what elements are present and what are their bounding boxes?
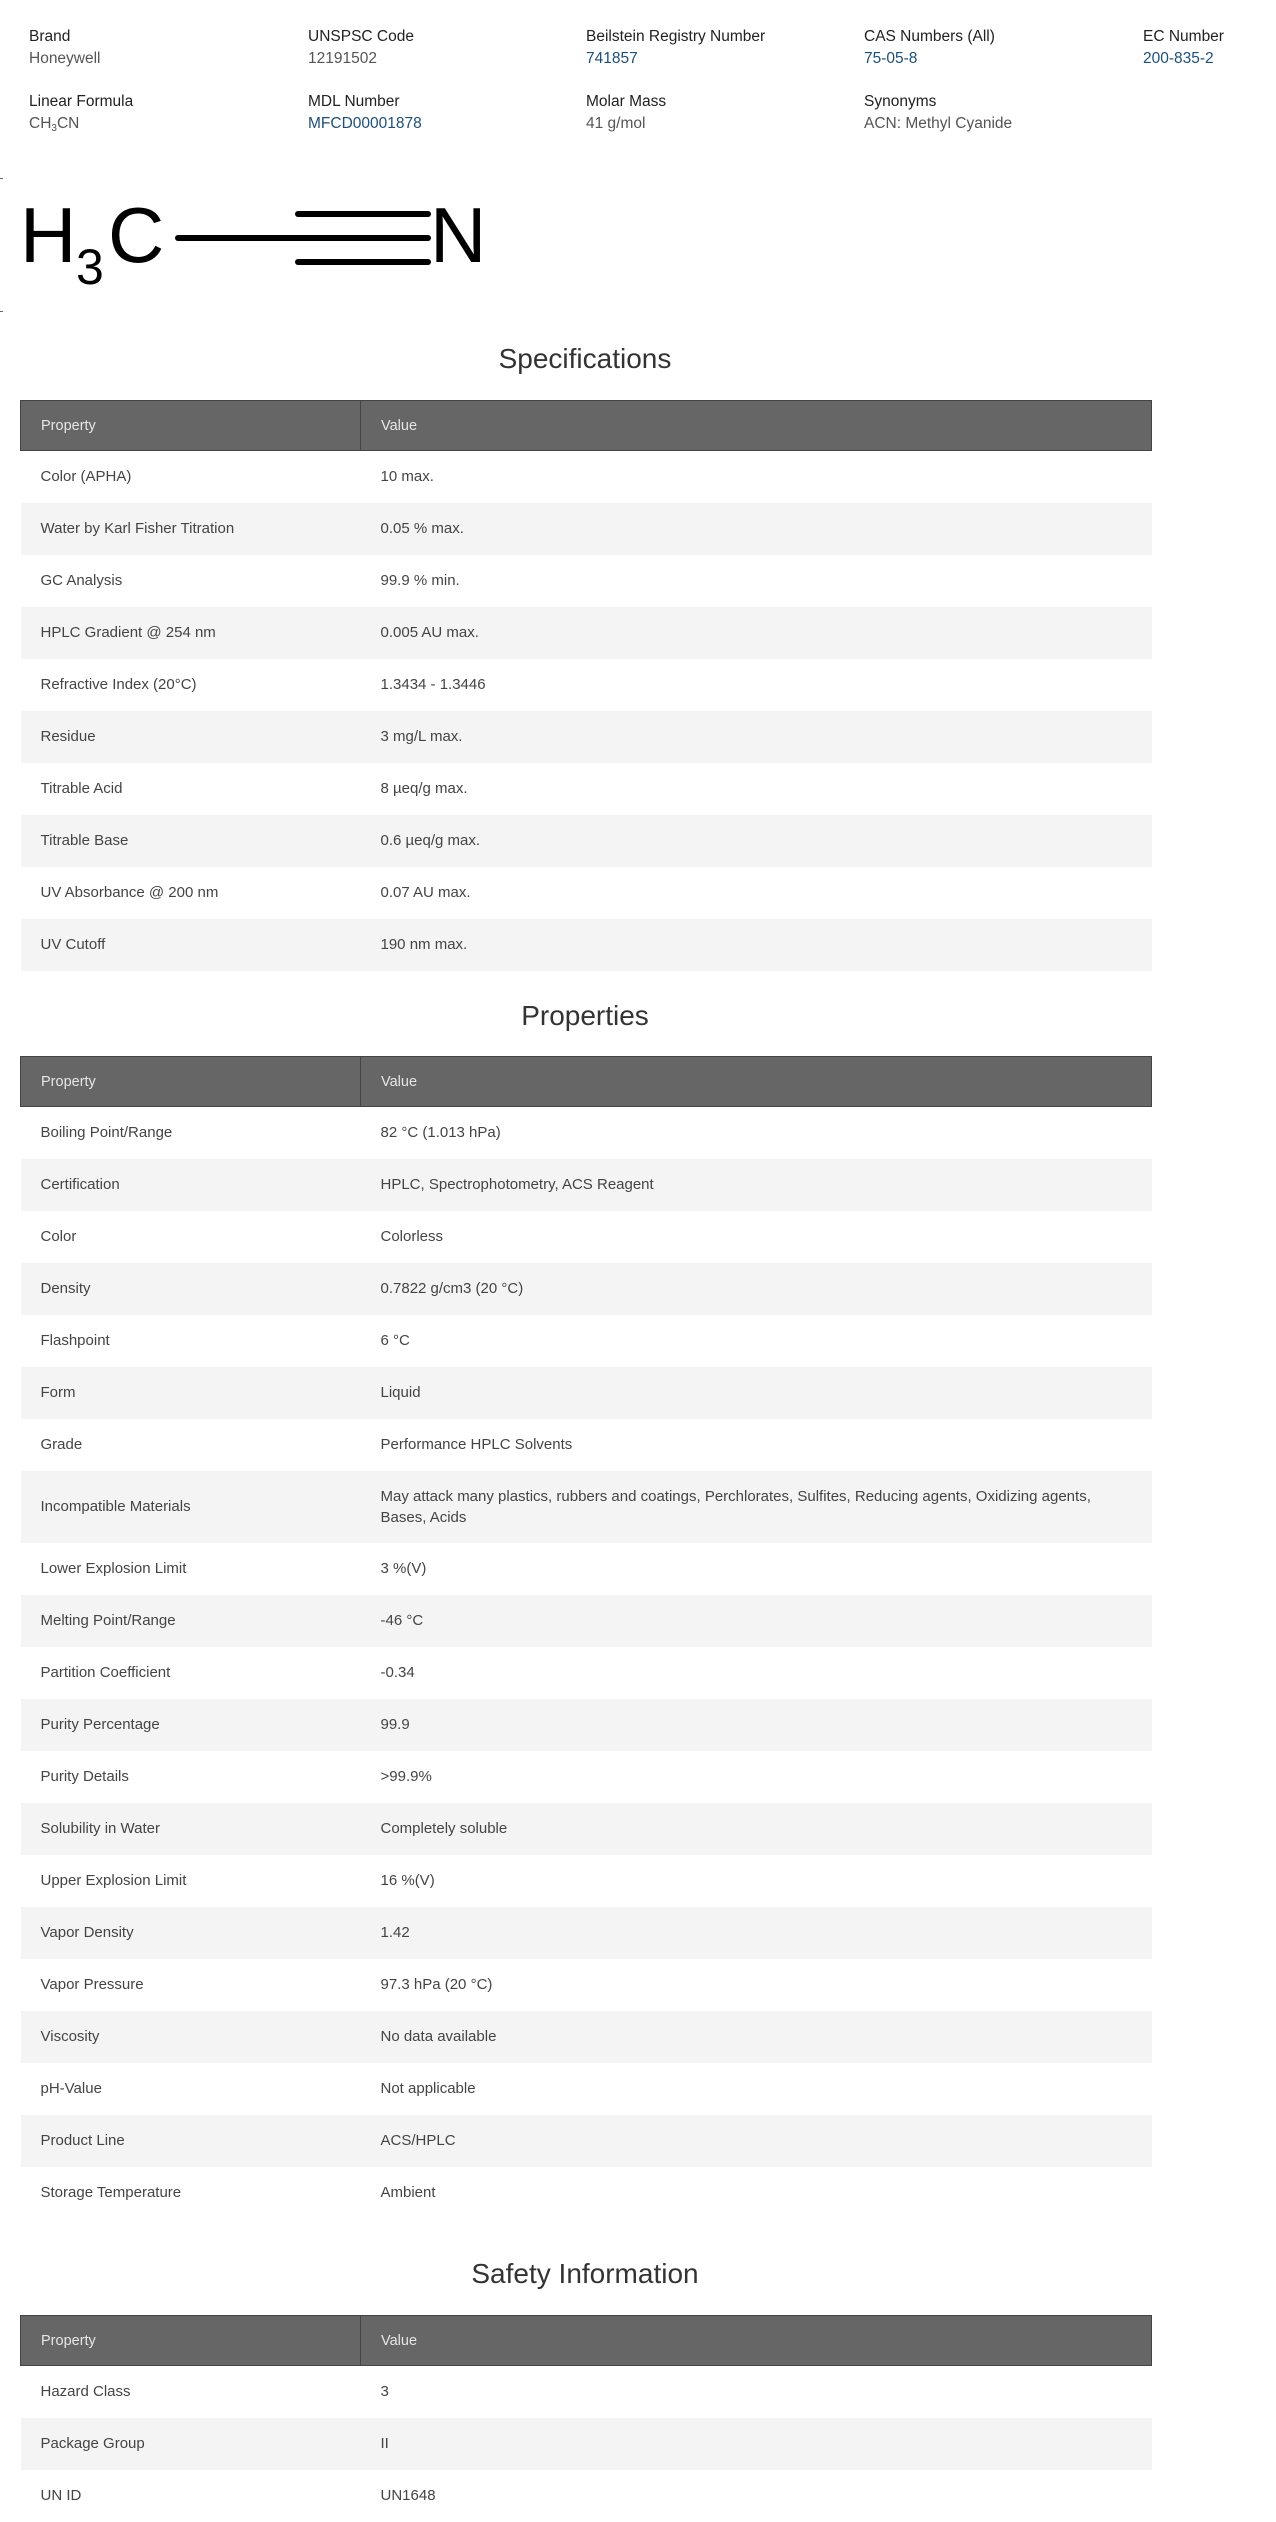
table-row (21, 2418, 1152, 2470)
row-value: 0.05 % max. (361, 503, 1152, 555)
meta-beilstein (586, 27, 826, 69)
table-row (21, 1367, 1152, 1419)
row-property: Form (21, 1367, 361, 1419)
row-value: 190 nm max. (361, 919, 1152, 971)
row-property: UV Absorbance @ 200 nm (40, 884, 219, 901)
table-row (21, 1419, 1152, 1471)
properties-title: Properties (521, 1000, 649, 1031)
row-value: No data available (361, 2011, 1152, 2063)
header-value: Value (361, 401, 1152, 451)
table-row (21, 763, 1152, 815)
meta-brand (29, 27, 269, 69)
table-row (21, 1315, 1152, 1367)
mdl-link[interactable]: MFCD00001878 (308, 115, 422, 132)
row-value: Ambient (380, 2184, 436, 2201)
table-row (21, 815, 1152, 867)
properties-table (20, 1056, 1152, 2219)
table-row (21, 659, 1152, 711)
table-row (21, 867, 1152, 919)
row-property: Flashpoint (40, 1332, 110, 1349)
meta-label: Molar Mass (586, 93, 667, 110)
row-value: -0.34 (380, 1664, 415, 1681)
meta-label: UNSPSC Code (308, 28, 414, 45)
row-property: Water by Karl Fisher Titration (21, 503, 361, 555)
row-property: UV Cutoff (21, 919, 361, 971)
row-value: Not applicable (380, 2080, 476, 2097)
meta-mass (586, 92, 826, 134)
header-property: Property (21, 1057, 361, 1107)
row-property: Purity Percentage (21, 1699, 361, 1751)
formula-tail: CN (56, 115, 80, 132)
row-value: 1.3434 - 1.3446 (380, 676, 486, 693)
table-row (21, 1159, 1152, 1211)
row-value: ACS/HPLC (361, 2115, 1152, 2167)
structure-atom-h: H (20, 192, 77, 279)
row-value: II (361, 2418, 1152, 2470)
row-property: Density (21, 1263, 361, 1315)
header-value: Value (361, 2316, 1152, 2366)
table-row (21, 2011, 1152, 2063)
row-value: 16 %(V) (380, 1872, 435, 1889)
row-property: Grade (40, 1436, 83, 1453)
row-value: Liquid (361, 1367, 1152, 1419)
row-property: Hazard Class (40, 2383, 131, 2401)
table-row (21, 1803, 1152, 1855)
table-header-row (21, 1057, 1152, 1107)
meta-label: CAS Numbers (All) (864, 28, 995, 45)
cas-link[interactable]: 75-05-8 (864, 50, 918, 67)
table-row (21, 1543, 1152, 1595)
table-row (21, 1263, 1152, 1315)
structure-atom-c: C (108, 192, 165, 279)
meta-formula (29, 92, 269, 139)
table-row (21, 555, 1152, 607)
table-row (21, 2470, 1152, 2522)
row-property: Melting Point/Range (21, 1595, 361, 1647)
row-value: 8 µeq/g max. (380, 780, 468, 797)
table-row (21, 1907, 1152, 1959)
row-value: 6 °C (380, 1332, 410, 1349)
row-value: 3 (380, 2383, 389, 2401)
table-row (21, 2366, 1152, 2418)
row-property: Partition Coefficient (40, 1664, 171, 1681)
meta-ec (1143, 27, 1276, 69)
table-row (21, 1595, 1152, 1647)
row-value: 97.3 hPa (20 °C) (380, 1976, 493, 1993)
specifications-title: Specifications (498, 343, 672, 374)
structure-subscript: 3 (76, 239, 104, 292)
header-property: Property (21, 2316, 361, 2366)
safety-table (20, 2315, 1152, 2522)
safety-title: Safety Information (471, 2258, 699, 2289)
row-property: Purity Details (40, 1768, 129, 1785)
row-value: 0.7822 g/cm3 (20 °C) (361, 1263, 1152, 1315)
row-value: 99.9 % min. (380, 572, 460, 589)
row-property: Titrable Acid (40, 780, 123, 797)
beilstein-link[interactable]: 741857 (586, 50, 638, 67)
row-value: Colorless (380, 1228, 444, 1245)
row-property: Storage Temperature (40, 2184, 182, 2201)
table-row (21, 1699, 1152, 1751)
meta-synonyms (864, 92, 1104, 134)
meta-label: MDL Number (308, 93, 400, 110)
row-property: Color (APHA) (40, 468, 132, 486)
row-value: HPLC, Spectrophotometry, ACS Reagent (361, 1159, 1152, 1211)
divider-tick (0, 311, 3, 312)
row-property: Incompatible Materials (21, 1471, 361, 1543)
meta-label: Beilstein Registry Number (586, 28, 766, 45)
row-value: -46 °C (361, 1595, 1152, 1647)
table-row (21, 711, 1152, 763)
row-property: Residue (21, 711, 361, 763)
row-property: GC Analysis (40, 572, 123, 589)
ec-link[interactable]: 200-835-2 (1143, 50, 1214, 67)
table-row (21, 1107, 1152, 1159)
row-property: Package Group (21, 2418, 361, 2470)
table-row (21, 2115, 1152, 2167)
row-property: Upper Explosion Limit (40, 1872, 187, 1889)
row-property: pH-Value (40, 2080, 102, 2097)
row-property: Product Line (21, 2115, 361, 2167)
meta-value: 12191502 (308, 50, 377, 67)
row-value: 0.07 AU max. (380, 884, 471, 901)
row-value: >99.9% (380, 1768, 432, 1785)
molecule-structure-image (18, 192, 488, 292)
row-value: 1.42 (361, 1907, 1152, 1959)
row-value: Performance HPLC Solvents (380, 1436, 573, 1453)
table-row (21, 503, 1152, 555)
meta-value: Honeywell (29, 50, 101, 67)
table-row (21, 607, 1152, 659)
table-row (21, 2063, 1152, 2115)
meta-value: ACN: Methyl Cyanide (864, 115, 1013, 132)
table-row (21, 1211, 1152, 1263)
row-property: Color (40, 1228, 77, 1245)
meta-mdl (308, 92, 548, 134)
row-property: Titrable Base (21, 815, 361, 867)
row-value: 99.9 (361, 1699, 1152, 1751)
row-value: 82 °C (1.013 hPa) (380, 1124, 501, 1142)
row-property: UN ID (40, 2487, 82, 2504)
table-row (21, 1471, 1152, 1543)
meta-label: EC Number (1143, 28, 1224, 45)
meta-label: Synonyms (864, 93, 937, 110)
row-property: Viscosity (21, 2011, 361, 2063)
row-property: Certification (21, 1159, 361, 1211)
divider-tick (0, 178, 3, 179)
row-value: 0.6 µeq/g max. (361, 815, 1152, 867)
row-value: 10 max. (380, 468, 434, 486)
row-property: Refractive Index (20°C) (40, 676, 197, 693)
row-property: HPLC Gradient @ 254 nm (21, 607, 361, 659)
structure-atom-n: N (430, 192, 487, 279)
formula-main: CH (29, 115, 52, 132)
row-property: Lower Explosion Limit (40, 1560, 187, 1577)
formula-sub: 3 (51, 123, 57, 134)
table-row (21, 1751, 1152, 1803)
header-property: Property (21, 401, 361, 451)
table-row (21, 451, 1152, 503)
table-row (21, 1647, 1152, 1699)
table-row (21, 1855, 1152, 1907)
row-property: Vapor Pressure (40, 1976, 144, 1993)
row-property: Boiling Point/Range (40, 1124, 173, 1142)
table-header-row (21, 2316, 1152, 2366)
specifications-table (20, 400, 1152, 971)
linear-formula (29, 114, 269, 139)
table-header-row (21, 401, 1152, 451)
row-value: 3 %(V) (380, 1560, 427, 1577)
table-row (21, 2167, 1152, 2219)
row-value: Completely soluble (361, 1803, 1152, 1855)
table-row (21, 919, 1152, 971)
row-value: 0.005 AU max. (361, 607, 1152, 659)
header-value: Value (361, 1057, 1152, 1107)
meta-value: 41 g/mol (586, 115, 646, 132)
meta-label: Brand (29, 28, 71, 45)
row-value: May attack many plastics, rubbers and coatings, Perchlorates, Sulfites, Reducing agents, Oxidizing agents, Bases, Acids (361, 1471, 1152, 1543)
table-row (21, 1959, 1152, 2011)
row-value: 3 mg/L max. (361, 711, 1152, 763)
row-value: UN1648 (380, 2487, 436, 2504)
meta-cas (864, 27, 1104, 69)
meta-label: Linear Formula (29, 93, 134, 110)
meta-unspsc (308, 27, 548, 69)
row-property: Vapor Density (21, 1907, 361, 1959)
row-property: Solubility in Water (21, 1803, 361, 1855)
